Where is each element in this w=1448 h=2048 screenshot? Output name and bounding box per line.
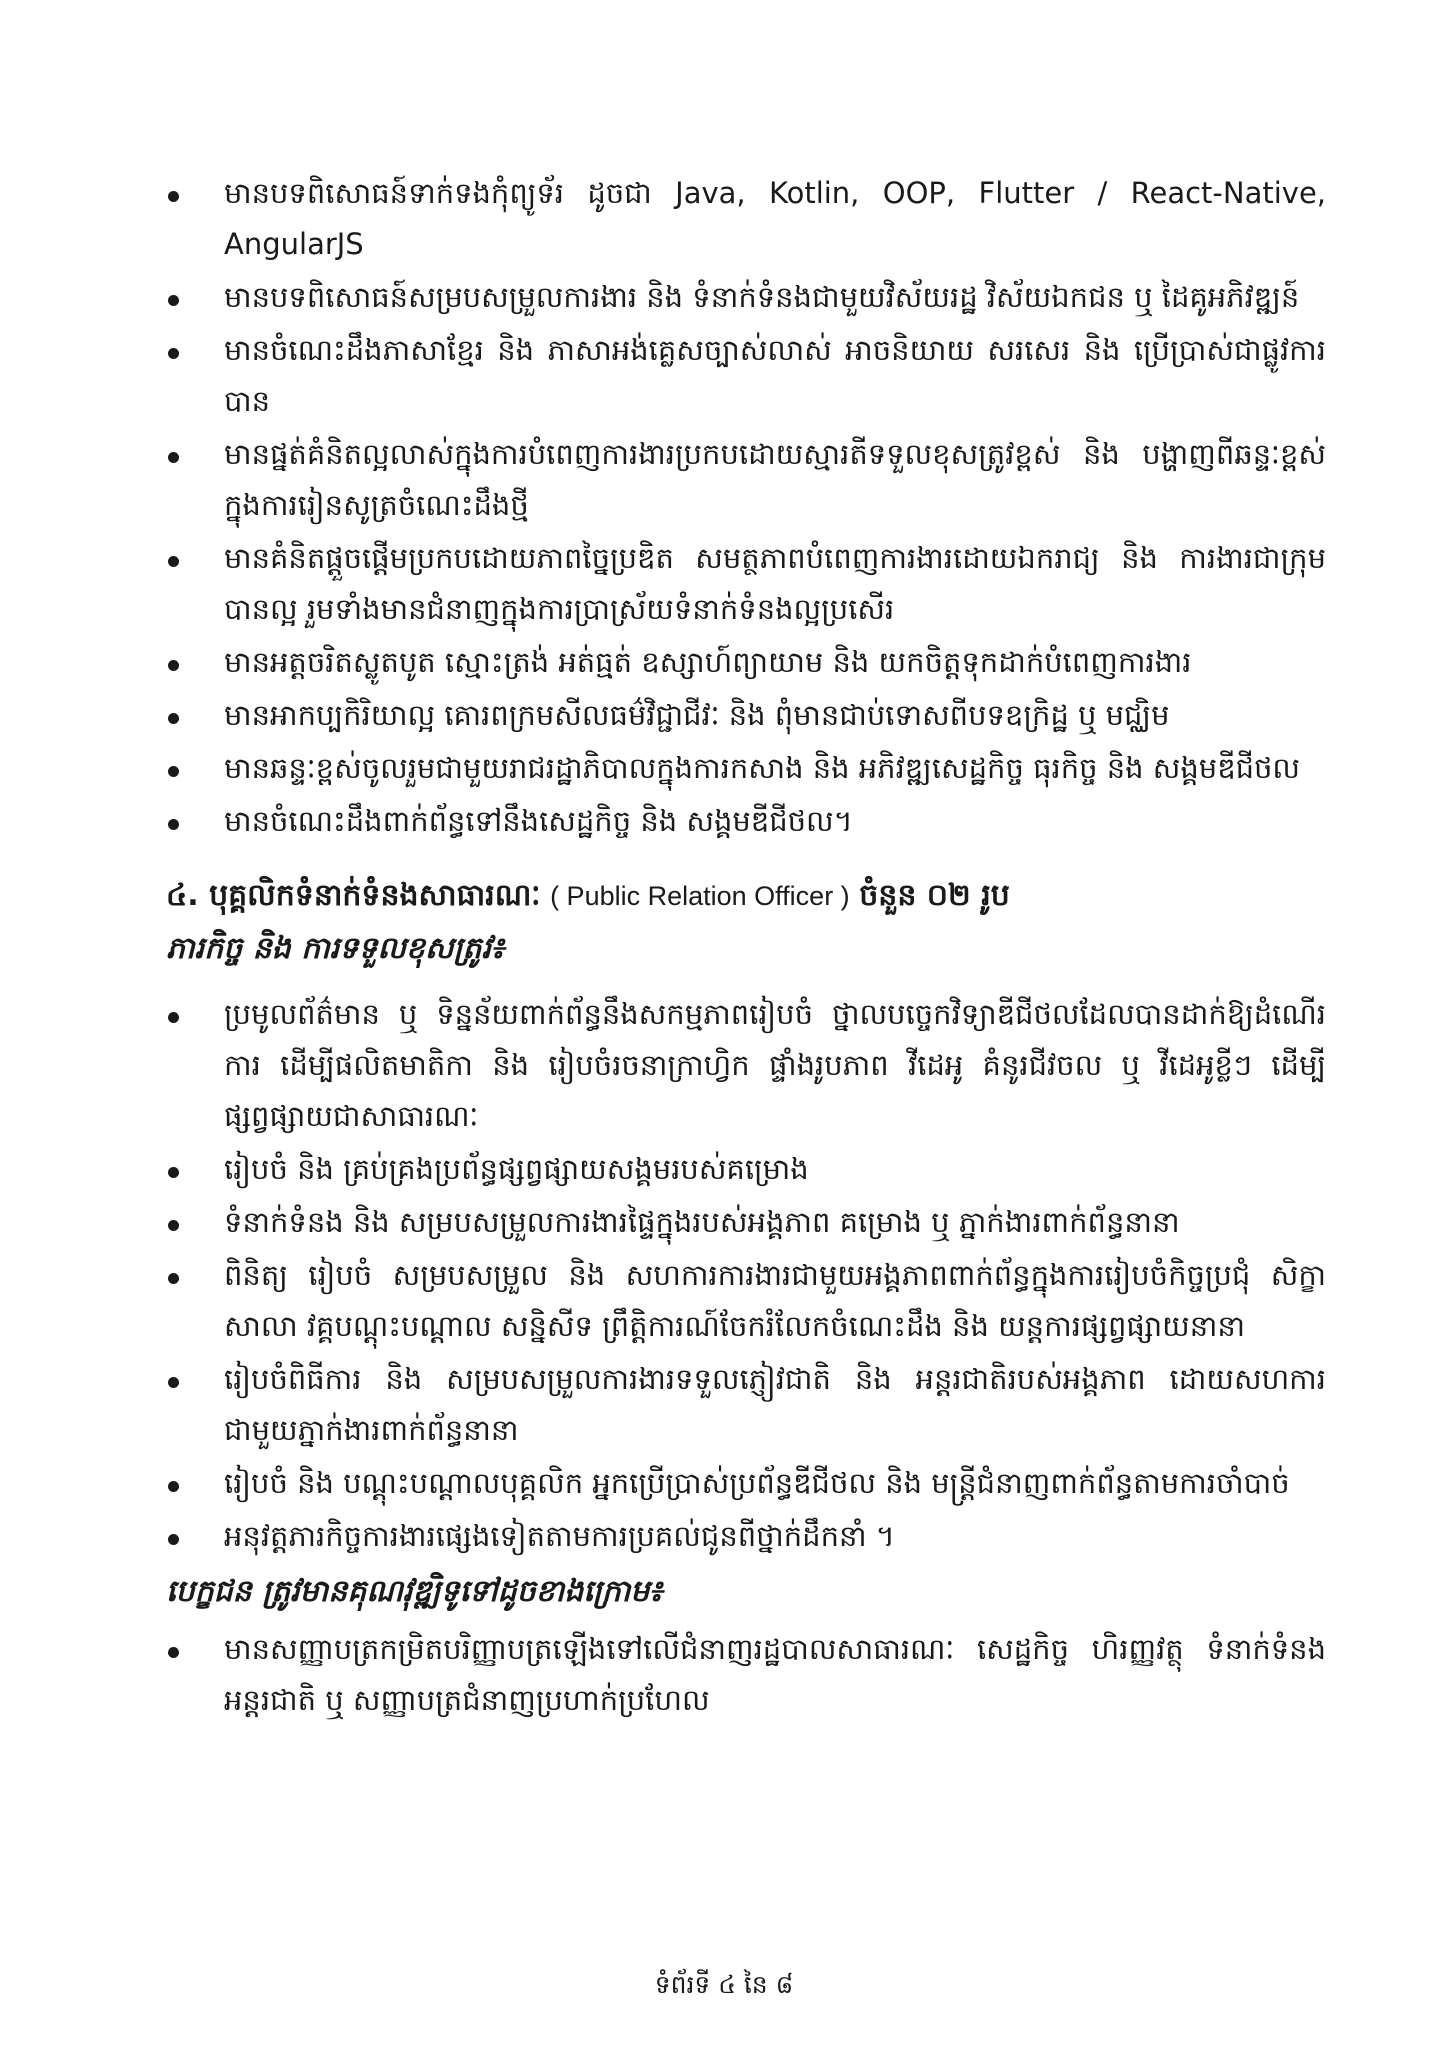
- bullet-dot: [168, 1012, 179, 1023]
- list-item: មានបទពិសោធន៍សម្របសម្រួលការងារ និង ទំនាក់ទំនងជាមួយវិស័យរដ្ឋ វិស័យឯកជន ឬ ដៃគូអភិវឌ្ឍន៍: [166, 272, 1326, 323]
- list-item: មានអាកប្បកិរិយាល្អ គោរពក្រមសីលធម៌វិជ្ជាជីវៈ និង ពុំមានជាប់ទោសពីបទឧក្រិដ្ឋ ឬ មជ្ឈិម: [166, 690, 1326, 741]
- list-item: រៀបចំពិធីការ និង សម្របសម្រួលការងារទទួលភ្ញៀវជាតិ និង អន្តរជាតិរបស់អង្គភាព ដោយសហការជាមួយភ្នាក់ងារពាក់ព័ន្ធនានា: [166, 1354, 1326, 1456]
- bullet-dot: [168, 1377, 179, 1388]
- list-item: ទំនាក់ទំនង និង សម្របសម្រួលការងារផ្ទៃក្នុងរបស់អង្គភាព គម្រោង ឬ ភ្នាក់ងារពាក់ព័ន្ធនានា: [166, 1197, 1326, 1248]
- list-item: ប្រមូលព័ត៌មាន ឬ ទិន្នន័យពាក់ព័ន្ធនឹងសកម្មភាពរៀបចំ ថ្នាលបច្ចេកវិទ្យាឌីជីថលដែលបានដាក់ឱ្យដំណើរការ ដើម្បីផលិតមាតិកា និង រៀបចំរចនាក្រាហ្វិក ផ្ទាំងរូបភាព វីដេអូ គំនូរជីវចល ឬ វីដេអូខ្លីៗ ដើម្បីផ្សព្វផ្សាយជាសាធារណៈ: [166, 989, 1326, 1142]
- requirements-list-continued: [166, 168, 1326, 847]
- qualifications-list: [166, 1624, 1326, 1726]
- bullet-dot: [168, 660, 179, 671]
- duties-list: [166, 989, 1326, 1562]
- bullet-dot: [168, 1534, 179, 1545]
- bullet-dot: [168, 1647, 179, 1658]
- bullet-dot: [168, 1167, 179, 1178]
- list-item: មានឆន្ទៈខ្ពស់ចូលរួមជាមួយរាជរដ្ឋាភិបាលក្នុងការកសាង និង អភិវឌ្ឍសេដ្ឋកិច្ច ធុរកិច្ច និង សង្គមឌីជីថល: [166, 743, 1326, 794]
- list-item: មានបទពិសោធន៍ទាក់ទងកុំព្យូទ័រ ដូចជា Java, Kotlin, OOP, Flutter / React-Native, AngularJS: [166, 168, 1326, 270]
- bullet-dot: [168, 556, 179, 567]
- duties-heading: ភារកិច្ច និង ការទទួលខុសត្រូវ៖: [166, 931, 505, 966]
- list-item: មានអត្តចរិតស្លូតបូត ស្មោះត្រង់ អត់ធ្មត់ ឧស្សាហ៍ព្យាយាម និង យកចិត្តទុកដាក់បំពេញការងារ: [166, 637, 1326, 688]
- list-item: រៀបចំ និង គ្រប់គ្រងប្រព័ន្ធផ្សព្វផ្សាយសង្គមរបស់គម្រោង: [166, 1144, 1326, 1195]
- section-title: ៤. បុគ្គលិកទំនាក់ទំនងសាធារណៈ: [166, 878, 541, 913]
- bullet-dot: [168, 191, 179, 202]
- bullet-dot: [168, 713, 179, 724]
- bullet-dot: [168, 295, 179, 306]
- section-english-title: ( Public Relation Officer ): [550, 881, 850, 911]
- section-4-heading: [166, 869, 1326, 923]
- list-item: អនុវត្តភារកិច្ចការងារផ្សេងទៀតតាមការប្រគល់ជូនពីថ្នាក់ដឹកនាំ ។: [166, 1511, 1326, 1562]
- position-count: ចំនួន ០២ រូប: [859, 878, 1010, 913]
- bullet-dot: [168, 452, 179, 463]
- page-number-footer: ទំព័រទី ៤ នៃ ៨: [654, 1970, 794, 1999]
- bullet-dot: [168, 819, 179, 830]
- list-item: មានសញ្ញាបត្រកម្រិតបរិញ្ញាបត្រឡើងទៅលើជំនាញរដ្ឋបាលសាធារណៈ សេដ្ឋកិច្ច ហិរញ្ញវត្ថុ ទំនាក់ទំនងអន្តរជាតិ ឬ សញ្ញាបត្រជំនាញប្រហាក់ប្រហែល: [166, 1624, 1326, 1726]
- bullet-dot: [168, 1273, 179, 1284]
- list-item: មានគំនិតផ្តួចផ្តើមប្រកបដោយភាពច្នៃប្រឌិត សមត្ថភាពបំពេញការងារដោយឯករាជ្យ និង ការងារជាក្រុមបានល្អ រួមទាំងមានជំនាញក្នុងការប្រាស្រ័យទំនាក់ទំនងល្អប្រសើរ: [166, 533, 1326, 635]
- qualifications-heading: បេក្ខជន ត្រូវមានគុណវុឌ្ឍិទូទៅដូចខាងក្រោម៖: [166, 1574, 663, 1609]
- bullet-dot: [168, 1481, 179, 1492]
- bullet-dot: [168, 348, 179, 359]
- bullet-dot: [168, 1220, 179, 1231]
- page-content: [166, 168, 1326, 1728]
- list-item: មានចំណេះដឹងភាសាខ្មែរ និង ភាសាអង់គ្លេសច្បាស់លាស់ អាចនិយាយ សរសេរ និង ប្រើប្រាស់ជាផ្លូវការបាន: [166, 325, 1326, 427]
- bullet-dot: [168, 766, 179, 777]
- list-item: មានផ្នត់គំនិតល្អលាស់ក្នុងការបំពេញការងារប្រកបដោយស្មារតីទទួលខុសត្រូវខ្ពស់ និង បង្ហាញពីឆន្ទៈខ្ពស់ក្នុងការរៀនសូត្រចំណេះដឹងថ្មី: [166, 429, 1326, 531]
- list-item: រៀបចំ និង បណ្តុះបណ្តាលបុគ្គលិក អ្នកប្រើប្រាស់ប្រព័ន្ធឌីជីថល និង មន្ត្រីជំនាញពាក់ព័ន្ធតាមការចាំបាច់: [166, 1458, 1326, 1509]
- list-item: មានចំណេះដឹងពាក់ព័ន្ធទៅនឹងសេដ្ឋកិច្ច និង សង្គមឌីជីថល។: [166, 796, 1326, 847]
- list-item: ពិនិត្យ រៀបចំ សម្របសម្រួល និង សហការការងារជាមួយអង្គភាពពាក់ព័ន្ធក្នុងការរៀបចំកិច្ចប្រជុំ សិក្ខាសាលា វគ្គបណ្តុះបណ្តាល សន្និសីទ ព្រឹត្តិការណ៍ចែករំលែកចំណេះដឹង និង យន្តការផ្សព្វផ្សាយនានា: [166, 1250, 1326, 1352]
